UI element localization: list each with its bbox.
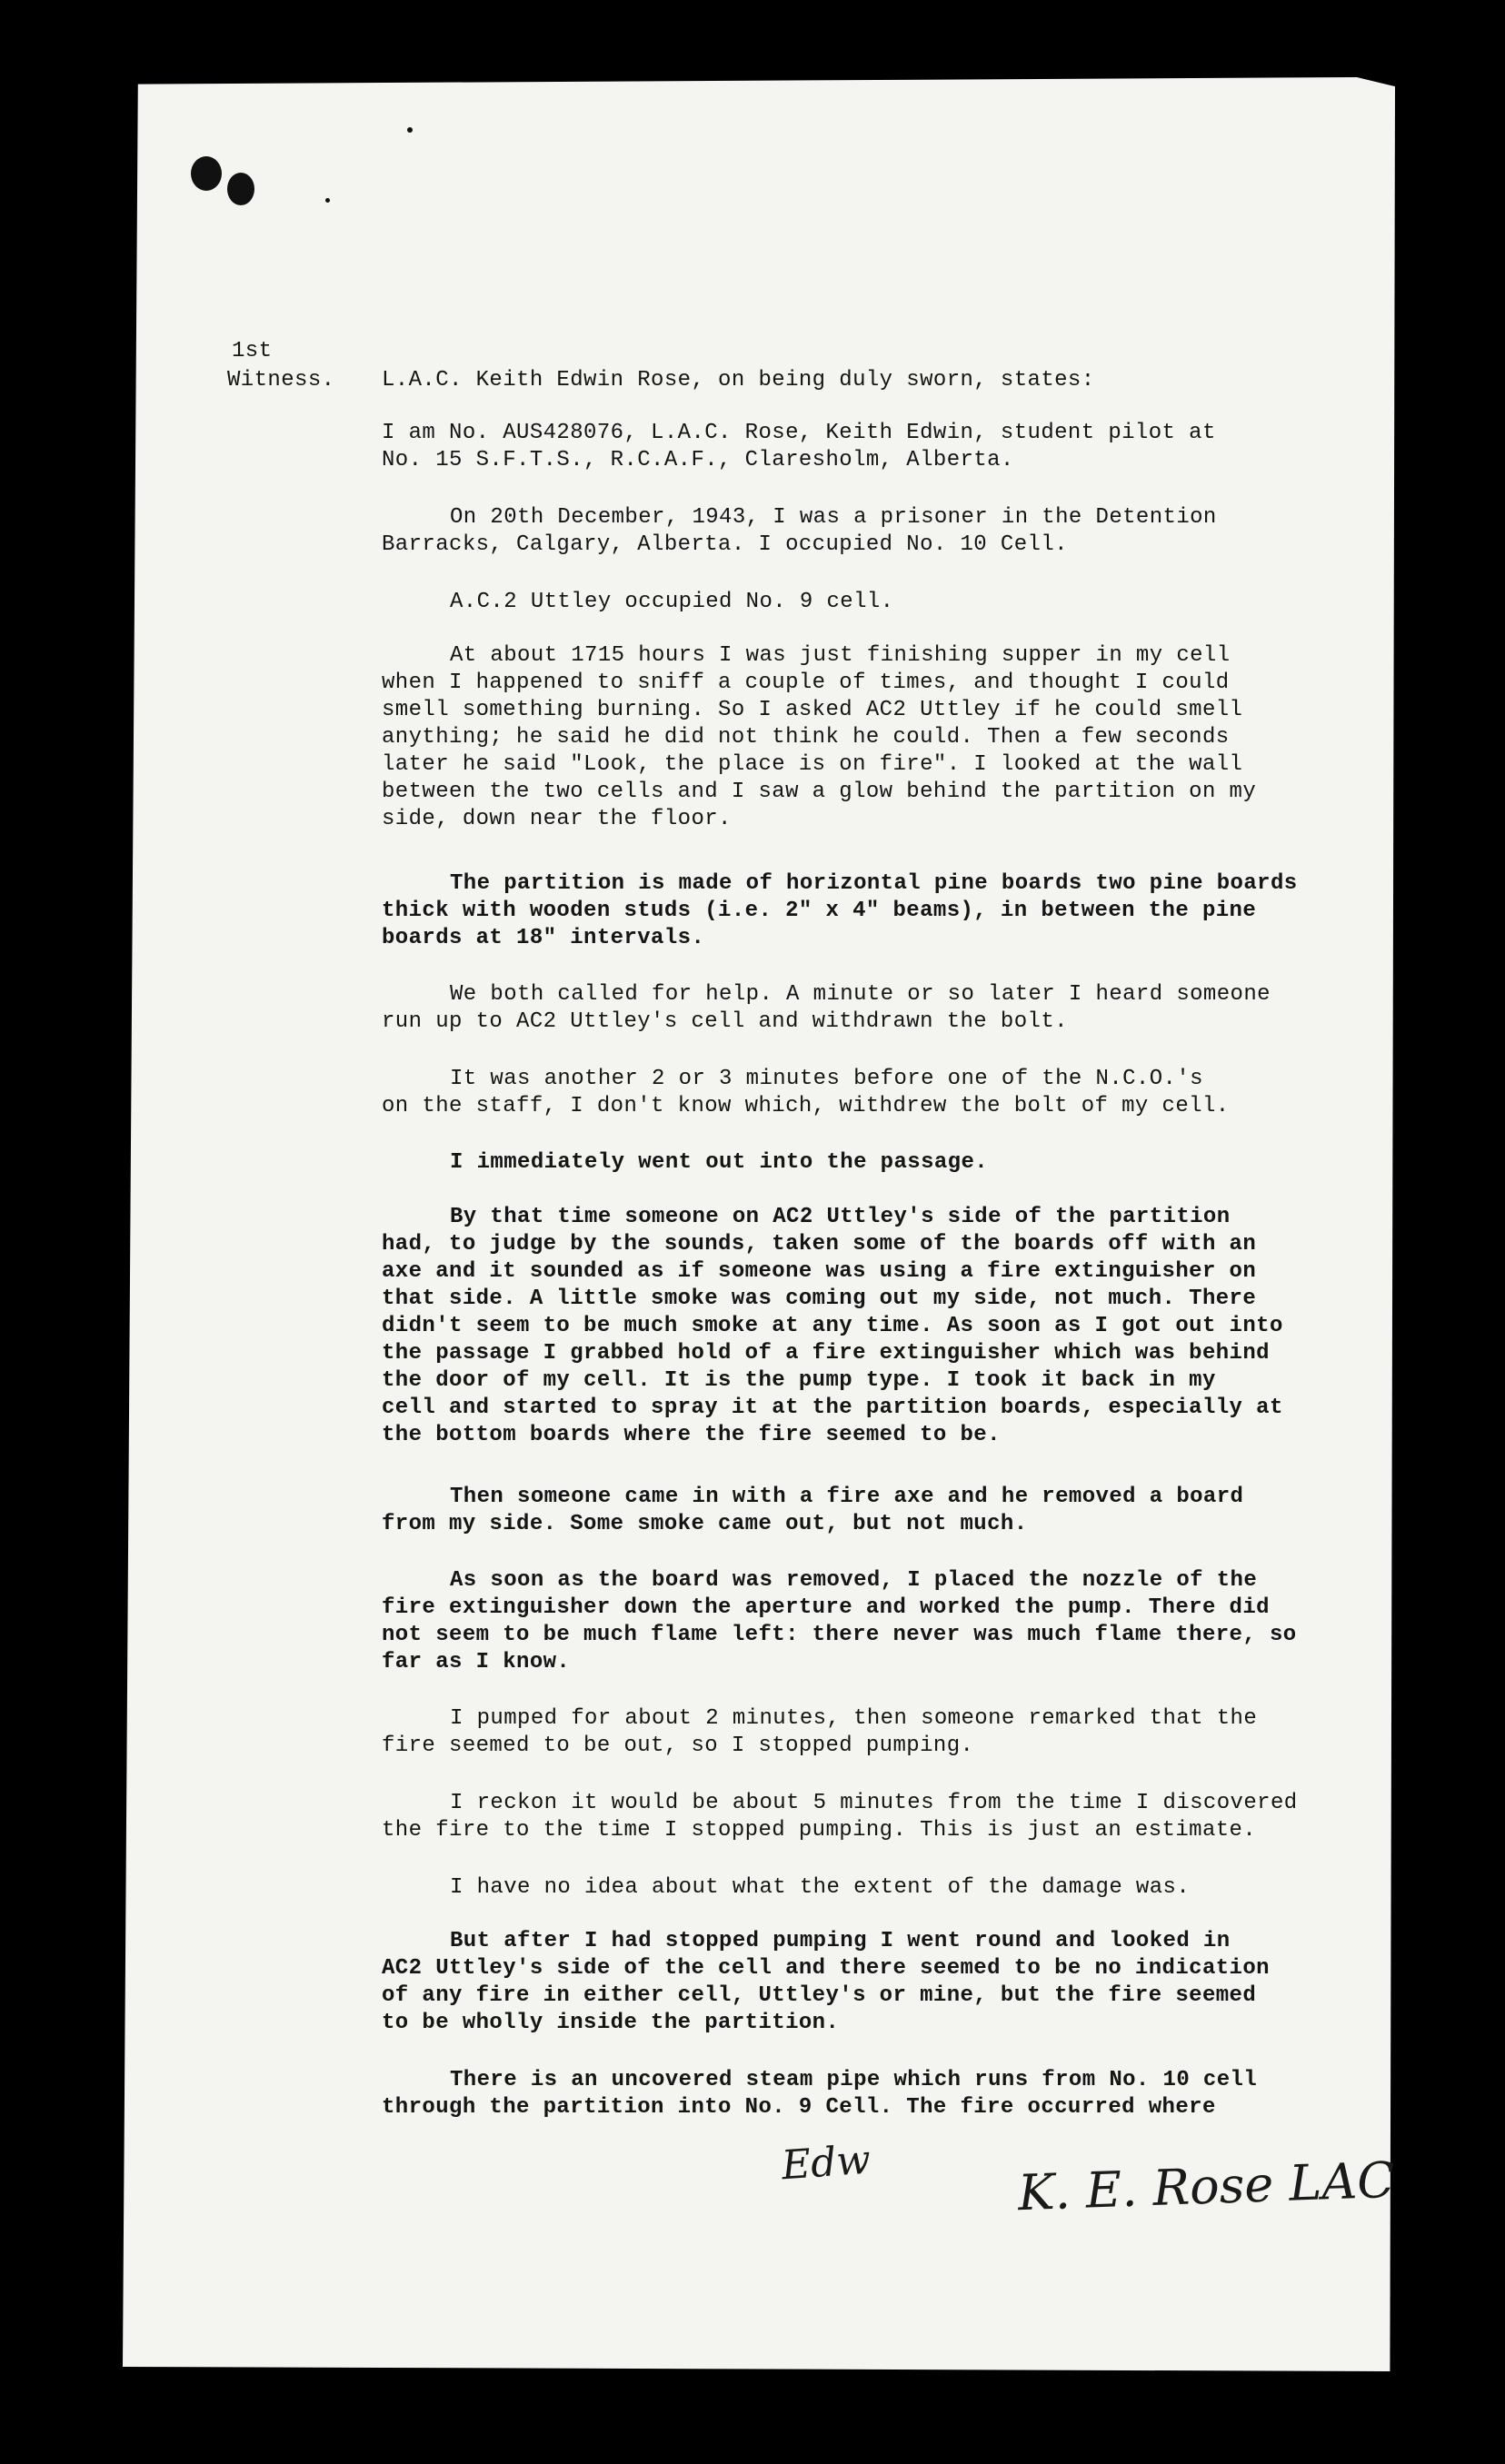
paragraph: I am No. AUS428076, L.A.C. Rose, Keith Edwin, student pilot at No. 15 S.F.T.S., R.C.A.F., Claresholm, Alberta. xyxy=(382,421,1216,472)
paragraph: On 20th December, 1943, I was a prisoner in the Detention Barracks, Calgary, Alberta. I occupied No. 10 Cell. xyxy=(382,505,1217,557)
paragraph: As soon as the board was removed, I placed the nozzle of the fire extinguisher down the aperture and worked the pump. There did not seem to be much flame left: there never was much flame there, so far as I know. xyxy=(382,1568,1297,1674)
paragraph: The partition is made of horizontal pine boards two pine boards thick with wooden studs (i.e. 2" x 4" beams), in between the pine boards at 18" intervals. xyxy=(382,871,1298,950)
speck-mark xyxy=(325,198,330,203)
paragraph: There is an uncovered steam pipe which runs from No. 10 cell through the partition into No. 9 Cell. The fire occurred where xyxy=(382,2068,1258,2120)
paragraph: We both called for help. A minute or so later I heard someone run up to AC2 Uttley's cell and withdrawn the bolt. xyxy=(382,982,1271,1034)
paragraph: By that time someone on AC2 Uttley's side of the partition had, to judge by the sounds, taken some of the boards off with an axe and it sounded as if someone was using a fire extinguisher on that side. A little smoke was coming out my side, not much. There didn't seem to be much smoke at any time. As soon as I got out into the passage I grabbed hold of a fire extinguisher which was behind the door of my cell. It is the pump type. I took it back in my cell and started to spray it at the partition boards, especially at the bottom boards where the fire seemed to be. xyxy=(382,1205,1283,1447)
punch-hole-mark xyxy=(191,156,222,191)
paragraph: A.C.2 Uttley occupied No. 9 cell. xyxy=(450,590,894,614)
handwritten-initials: Edw xyxy=(780,2136,872,2190)
paragraph: I have no idea about what the extent of the damage was. xyxy=(450,1875,1191,1900)
handwritten-signature: K. E. Rose LAC xyxy=(1017,2151,1396,2222)
paragraph: At about 1715 hours I was just finishing supper in my cell when I happened to sniff a couple of times, and thought I could smell something burning. So I asked AC2 Uttley if he could smell anything; he said he did not think he could. Then a few seconds later he said "Look, the place is on fire". I looked at the wall between the two cells and I saw a glow behind the partition on my side, down near the floor. xyxy=(382,643,1257,831)
speck-mark xyxy=(407,127,413,133)
paragraph: It was another 2 or 3 minutes before one of the N.C.O.'s on the staff, I don't know which, withdrew the bolt of my cell. xyxy=(382,1067,1230,1118)
paragraph: I immediately went out into the passage. xyxy=(450,1150,989,1175)
witness-number: 1st xyxy=(232,339,273,363)
paragraph: I pumped for about 2 minutes, then someone remarked that the fire seemed to be out, so I stopped pumping. xyxy=(382,1706,1258,1758)
witness-label: Witness. xyxy=(227,368,335,392)
paragraph: But after I had stopped pumping I went round and looked in AC2 Uttley's side of the cell and there seemed to be no indication of any fire in either cell, Uttley's or mine, but the fire seemed to be wholly inside the partition. xyxy=(382,1929,1270,2035)
paragraph: Then someone came in with a fire axe and he removed a board from my side. Some smoke came out, but not much. xyxy=(382,1485,1244,1536)
punch-hole-mark xyxy=(227,173,254,205)
paragraph: I reckon it would be about 5 minutes from the time I discovered the fire to the time I stopped pumping. This is just an estimate. xyxy=(382,1791,1298,1843)
statement-intro: L.A.C. Keith Edwin Rose, on being duly sworn, states: xyxy=(382,368,1095,392)
